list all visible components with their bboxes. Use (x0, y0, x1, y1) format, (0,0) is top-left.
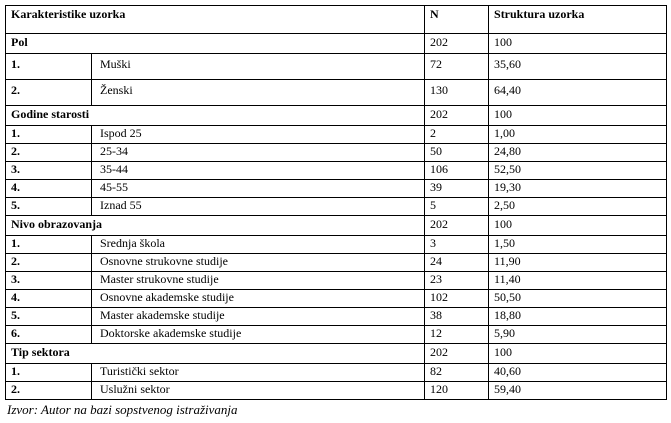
row-n: 5 (425, 198, 489, 216)
row-number: 1. (6, 236, 92, 254)
row-percent: 35,60 (489, 54, 667, 80)
row-percent: 1,50 (489, 236, 667, 254)
row-percent: 59,40 (489, 382, 667, 400)
table-header-row (6, 6, 667, 34)
table-row (6, 236, 667, 254)
section-n: 202 (425, 106, 489, 126)
row-number: 2. (6, 382, 92, 400)
row-n: 130 (425, 80, 489, 106)
header-characteristics: Karakteristike uzorka (6, 6, 425, 34)
row-percent: 52,50 (489, 162, 667, 180)
row-percent: 24,80 (489, 144, 667, 162)
row-n: 39 (425, 180, 489, 198)
section-percent: 100 (489, 344, 667, 364)
row-n: 106 (425, 162, 489, 180)
table-row (6, 180, 667, 198)
table-row (6, 198, 667, 216)
table-row (6, 364, 667, 382)
section-row (6, 34, 667, 54)
row-percent: 5,90 (489, 326, 667, 344)
row-percent: 19,30 (489, 180, 667, 198)
table-row (6, 382, 667, 400)
row-label: Master akademske studije (92, 308, 425, 326)
row-label: 45-55 (92, 180, 425, 198)
table-row (6, 254, 667, 272)
row-number: 3. (6, 162, 92, 180)
row-n: 12 (425, 326, 489, 344)
table-row (6, 80, 667, 106)
row-number: 1. (6, 364, 92, 382)
sample-structure-table (5, 5, 667, 400)
table-row (6, 144, 667, 162)
row-label: Ispod 25 (92, 126, 425, 144)
row-label: Muški (92, 54, 425, 80)
section-row (6, 106, 667, 126)
row-percent: 40,60 (489, 364, 667, 382)
row-number: 5. (6, 308, 92, 326)
row-n: 50 (425, 144, 489, 162)
table-row (6, 308, 667, 326)
section-percent: 100 (489, 106, 667, 126)
row-number: 6. (6, 326, 92, 344)
row-number: 4. (6, 290, 92, 308)
row-percent: 11,90 (489, 254, 667, 272)
source-note: Izvor: Autor na bazi sopstvenog istraživanja (7, 402, 238, 417)
row-label: Osnovne akademske studije (92, 290, 425, 308)
row-n: 23 (425, 272, 489, 290)
row-label: Iznad 55 (92, 198, 425, 216)
row-n: 82 (425, 364, 489, 382)
row-number: 2. (6, 254, 92, 272)
row-label: Doktorske akademske studije (92, 326, 425, 344)
row-n: 24 (425, 254, 489, 272)
section-title: Nivo obrazovanja (6, 216, 425, 236)
section-row (6, 216, 667, 236)
row-percent: 2,50 (489, 198, 667, 216)
row-number: 1. (6, 126, 92, 144)
row-label: 25-34 (92, 144, 425, 162)
row-n: 2 (425, 126, 489, 144)
table-row (6, 162, 667, 180)
section-percent: 100 (489, 216, 667, 236)
header-structure: Struktura uzorka (489, 6, 667, 34)
table-row (6, 290, 667, 308)
row-number: 2. (6, 80, 92, 106)
row-number: 5. (6, 198, 92, 216)
section-title: Godine starosti (6, 106, 425, 126)
row-number: 2. (6, 144, 92, 162)
row-percent: 1,00 (489, 126, 667, 144)
row-label: Uslužni sektor (92, 382, 425, 400)
section-n: 202 (425, 34, 489, 54)
row-n: 72 (425, 54, 489, 80)
section-title: Pol (6, 34, 425, 54)
section-title: Tip sektora (6, 344, 425, 364)
row-n: 102 (425, 290, 489, 308)
table-row (6, 126, 667, 144)
row-percent: 64,40 (489, 80, 667, 106)
row-label: Master strukovne studije (92, 272, 425, 290)
row-label: Turistički sektor (92, 364, 425, 382)
row-number: 4. (6, 180, 92, 198)
row-number: 1. (6, 54, 92, 80)
section-n: 202 (425, 344, 489, 364)
row-percent: 50,50 (489, 290, 667, 308)
table-row (6, 272, 667, 290)
row-n: 38 (425, 308, 489, 326)
row-n: 3 (425, 236, 489, 254)
row-label: Srednja škola (92, 236, 425, 254)
header-n: N (425, 6, 489, 34)
table-row (6, 326, 667, 344)
section-row (6, 344, 667, 364)
row-number: 3. (6, 272, 92, 290)
row-label: Osnovne strukovne studije (92, 254, 425, 272)
table-row (6, 54, 667, 80)
sample-structure-table-wrapper (5, 5, 667, 400)
row-label: 35-44 (92, 162, 425, 180)
row-n: 120 (425, 382, 489, 400)
row-percent: 11,40 (489, 272, 667, 290)
section-percent: 100 (489, 34, 667, 54)
section-n: 202 (425, 216, 489, 236)
row-label: Ženski (92, 80, 425, 106)
row-percent: 18,80 (489, 308, 667, 326)
